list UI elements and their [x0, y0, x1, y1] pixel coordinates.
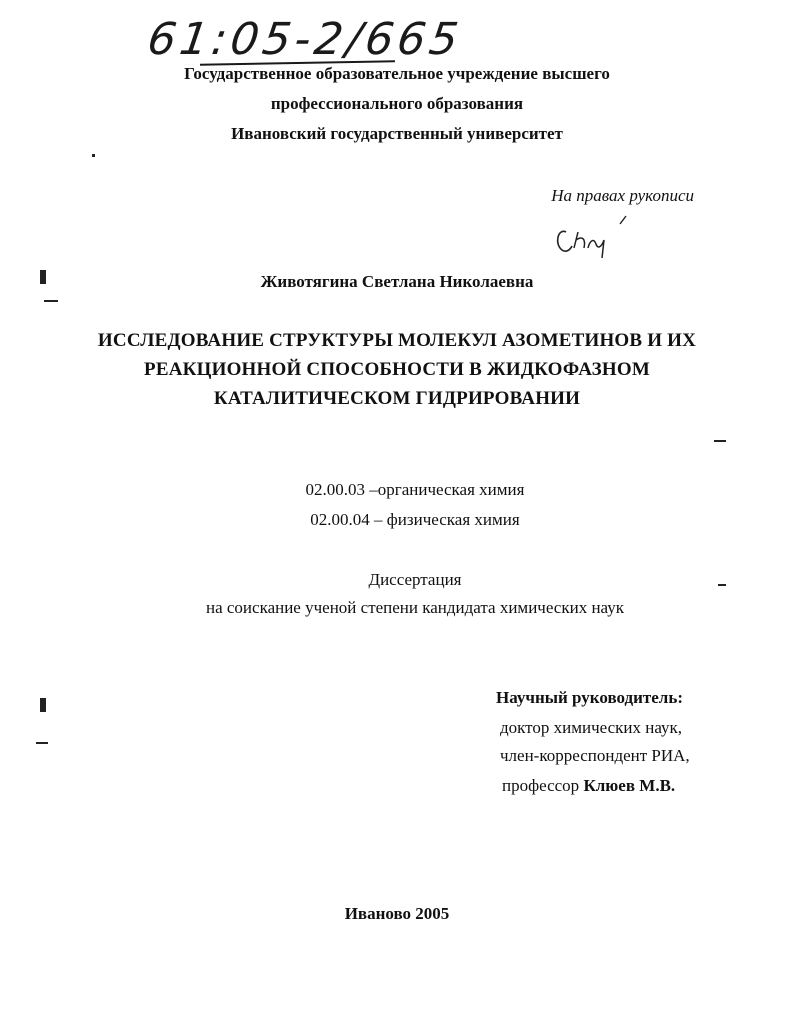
- supervisor-degree: доктор химических наук,: [500, 718, 683, 737]
- institution-line-2: профессионального образования: [270, 94, 524, 113]
- degree-line: на соискание ученой степени кандидата химических наук: [205, 598, 624, 617]
- supervisor-membership: член-корреспондент РИА,: [500, 746, 690, 765]
- signature: [548, 210, 638, 266]
- institution-line-1: Государственное образовательное учреждение высшего: [184, 64, 610, 83]
- title-line-2: РЕАКЦИОННОЙ СПОСОБНОСТИ В ЖИДКОФАЗНОМ: [144, 359, 650, 380]
- title-line-1: ИССЛЕДОВАНИЕ СТРУКТУРЫ МОЛЕКУЛ АЗОМЕТИНОВ И ИХ: [97, 330, 697, 351]
- manuscript-note: На правах рукописи: [551, 186, 694, 205]
- supervisor-title: профессор: [502, 776, 580, 795]
- scan-speck: [36, 742, 48, 744]
- scan-speck: [40, 270, 46, 284]
- specialty-organic: 02.00.03 –органическая химия: [305, 480, 525, 499]
- supervisor-name-line: [502, 776, 675, 796]
- title-line-3: КАТАЛИТИЧЕСКОМ ГИДРИРОВАНИИ: [213, 388, 581, 409]
- university-name: Ивановский государственный университет: [231, 124, 563, 143]
- scan-speck: [92, 154, 95, 157]
- scan-speck: [718, 584, 726, 586]
- supervisor-heading: Научный руководитель:: [496, 688, 683, 707]
- specialty-physical: 02.00.04 – физическая химия: [310, 510, 520, 529]
- document-type: Диссертация: [368, 570, 462, 589]
- city-year: Иваново 2005: [344, 904, 450, 923]
- scan-speck: [44, 300, 58, 302]
- scan-speck: [40, 698, 46, 712]
- archive-number: 61:05-2/665: [144, 14, 466, 65]
- author-name: Животягина Светлана Николаевна: [260, 272, 534, 291]
- supervisor-name: Клюев М.В.: [583, 776, 676, 795]
- scan-speck: [714, 440, 726, 442]
